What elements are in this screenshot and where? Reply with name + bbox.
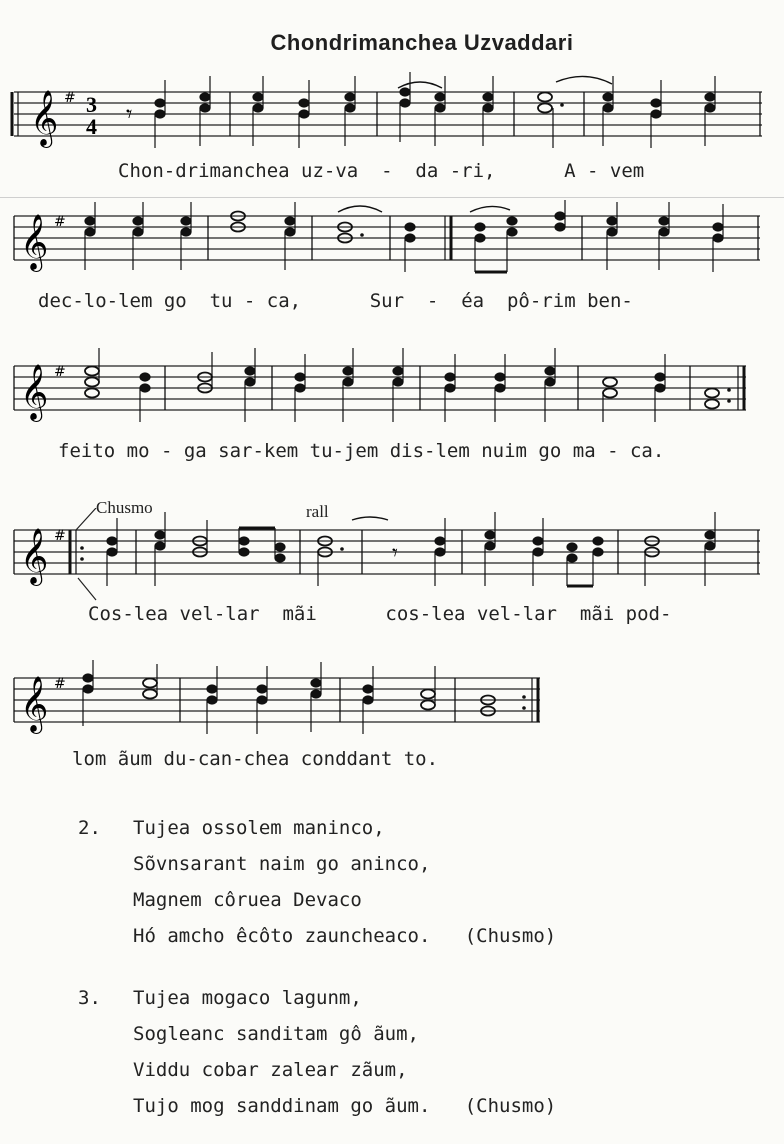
svg-text:𝄾: 𝄾 <box>392 541 398 566</box>
svg-text:𝄞: 𝄞 <box>20 676 49 732</box>
svg-text:#: # <box>54 676 66 692</box>
staff-system-2 <box>0 200 784 290</box>
verse-line: Magnem côruea Devaco <box>133 889 362 911</box>
time-signature-bottom: 4 <box>86 114 97 139</box>
lyric-line-2: dec-lo-lem go tu - ca, Sur - éa pô-rim ben- <box>38 290 633 312</box>
staff-system-3 <box>0 342 784 434</box>
verse-number: 2. <box>78 817 101 839</box>
verse-line: Sõvnsarant naim go aninco, <box>133 853 431 875</box>
verse-2 <box>78 810 556 954</box>
svg-text:#: # <box>54 214 66 230</box>
verse-number: 3. <box>78 987 101 1009</box>
verse-line: Viddu cobar zalear zãum, <box>133 1059 408 1081</box>
chorus-marking: Chusmo <box>96 498 153 517</box>
staff-system-4 <box>0 508 784 603</box>
svg-text:#: # <box>54 528 66 544</box>
time-signature <box>86 92 97 139</box>
svg-text:#: # <box>54 364 66 380</box>
divider <box>0 197 784 198</box>
svg-text:𝄞: 𝄞 <box>30 90 59 146</box>
time-signature-top: 3 <box>86 92 97 117</box>
verse-line: Tujea ossolem maninco, <box>133 817 385 839</box>
lyric-line-5: lom ãum du-can-chea conddant to. <box>72 748 439 770</box>
staff-system-1 <box>0 72 784 162</box>
svg-text:𝄞: 𝄞 <box>20 214 49 270</box>
lyric-line-4: Cos-lea vel-lar mãi cos-lea vel-lar mãi pod- <box>88 603 672 625</box>
tempo-marking: rall <box>306 502 329 521</box>
verse-line: Tujea mogaco lagunm, <box>133 987 362 1009</box>
verse-line: Sogleanc sanditam gô ãum, <box>133 1023 419 1045</box>
verse-line: Hó amcho êcôto zauncheaco. (Chusmo) <box>133 925 557 947</box>
svg-text:𝄞: 𝄞 <box>20 528 49 584</box>
lyric-line-1: Chon-drimanchea uz-va - da -ri, A - vem <box>118 160 645 182</box>
svg-text:#: # <box>64 90 76 106</box>
staff-system-5 <box>0 660 784 750</box>
svg-text:𝄞: 𝄞 <box>20 364 49 420</box>
verse-3 <box>78 980 556 1124</box>
lyric-line-3: feito mo - ga sar-kem tu-jem dis-lem nuim go ma - ca. <box>58 440 665 462</box>
song-title: Chondrimanchea Uzvaddari <box>270 30 574 55</box>
svg-text:𝄾: 𝄾 <box>126 100 133 128</box>
verse-line: Tujo mog sanddinam go ãum. (Chusmo) <box>133 1095 557 1117</box>
